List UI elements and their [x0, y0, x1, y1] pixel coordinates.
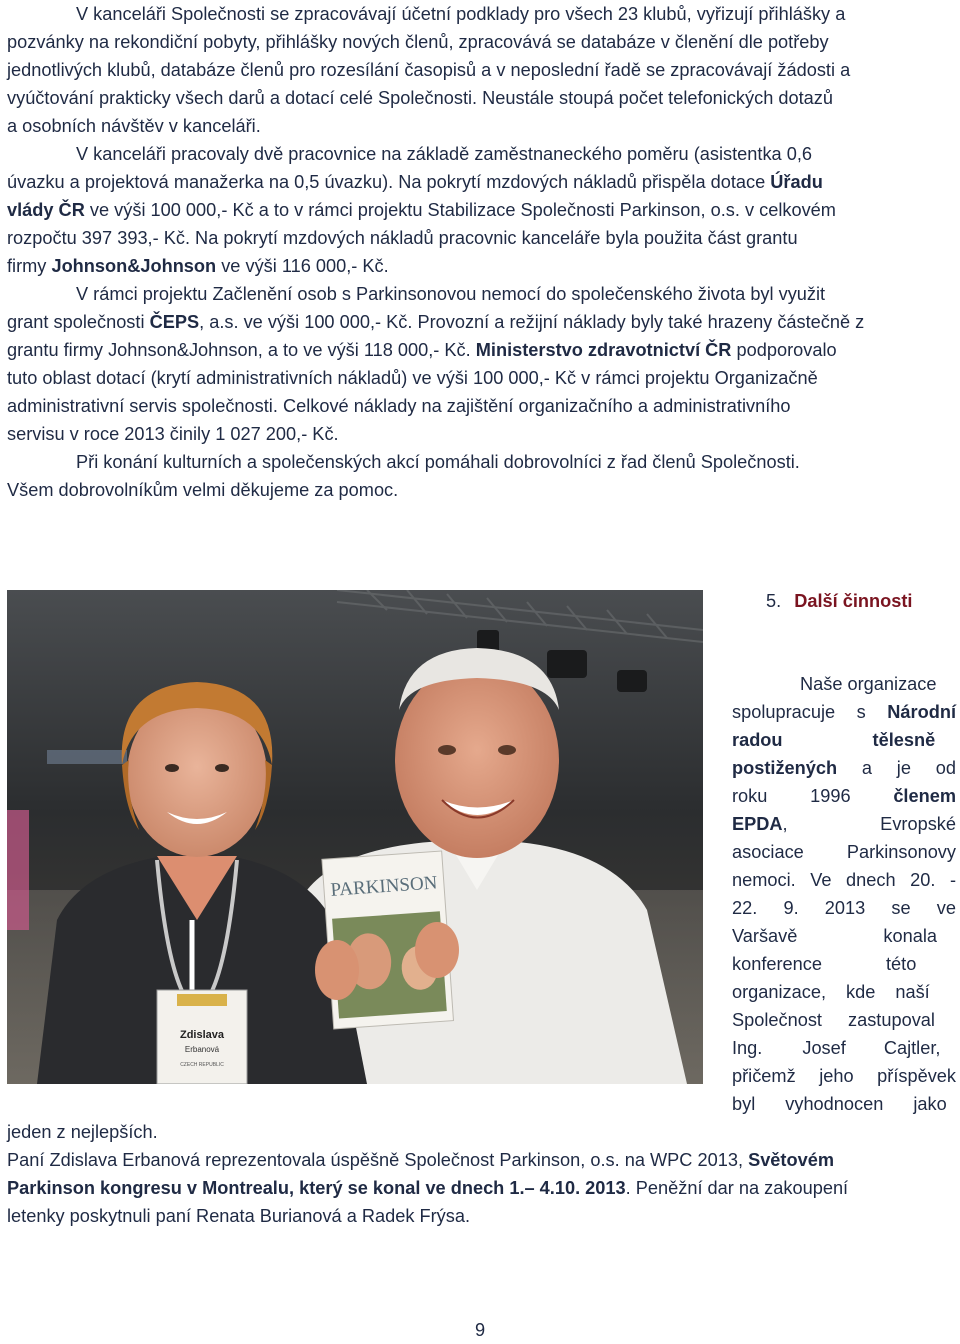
side-column — [732, 670, 956, 1118]
text-run-bold: radou — [732, 730, 783, 750]
text-run: Celkové náklady na zajištění organizačního a administrativního — [277, 396, 791, 416]
text-run: Josef — [802, 1038, 846, 1058]
text-run: podporovalo — [731, 340, 837, 360]
paragraph-line: pozvánky na rekondiční pobyty, přihlášky nových členů, zpracovává se databáze v členění dle potřeby — [7, 32, 829, 52]
text-run: roku 1996 — [732, 786, 894, 806]
paragraph-line — [7, 392, 790, 420]
column-line — [732, 978, 956, 1006]
column-line — [732, 922, 956, 950]
column-line: 22. 9. 2013 se ve — [732, 898, 956, 918]
page-number: 9 — [474, 1320, 486, 1340]
paragraph-line — [7, 168, 823, 196]
text-run: grant společnosti — [7, 312, 150, 332]
text-run: této — [886, 954, 917, 974]
text-run-bold: ČEPS — [149, 312, 200, 332]
text-run: Cajtler, — [883, 1038, 941, 1058]
text-run: organizace, — [732, 982, 827, 1002]
text-run: úvazku a projektová manažerka na 0,5 úvazku). — [7, 172, 394, 192]
text-run: Společnost — [732, 1010, 822, 1030]
paragraph-line: jednotlivých klubů, databáze členů pro rozesílání časopisů a v neposlední řadě se zpracovávají žádosti a — [7, 60, 851, 80]
paragraph-line — [7, 196, 836, 224]
column-line: Naše organizace — [800, 674, 937, 694]
column-line: asociace Parkinsonovy — [732, 842, 956, 862]
text-run: Na pokrytí mzdových nákladů přispěla dotace — [393, 172, 771, 192]
column-line: přičemž jeho příspěvek — [732, 1066, 956, 1086]
section-title: Další činnosti — [794, 591, 913, 611]
paragraph-line — [7, 1146, 834, 1174]
text-run-bold: členem — [893, 786, 956, 806]
text-run-bold: Johnson&Johnson — [51, 256, 217, 276]
paragraph-line — [7, 252, 389, 280]
text-run: firmy — [7, 256, 52, 276]
text-run: spolupracuje s — [732, 702, 888, 722]
column-line: nemoci. Ve dnech 20. - — [732, 870, 956, 890]
text-run: Na pokrytí mzdových nákladů pracovnic kanceláře byla použita část grantu — [190, 228, 798, 248]
text-run: ve výši 116 000,- Kč. — [216, 256, 389, 276]
text-run: byl — [732, 1094, 756, 1114]
column-line — [732, 782, 956, 810]
paragraph-line: tuto oblast dotací (krytí administrativních nákladů) ve výši 100 000,- Kč v rámci projektu Organizačně — [7, 368, 818, 388]
text-run: Neustále stoupá počet telefonických dotazů — [477, 88, 833, 108]
text-run-bold: postižených — [732, 758, 838, 778]
paragraph-line — [7, 336, 837, 364]
column-line — [732, 1090, 956, 1118]
paragraph-line: Při konání kulturních a společenských akcí pomáhali dobrovolníci z řad členů Společnosti. — [76, 452, 800, 472]
text-run-bold: tělesně — [872, 730, 936, 750]
text-run-bold: Parkinson kongresu v Montrealu, který se konal ve dnech 1.– 4.10. 2013 — [7, 1178, 626, 1198]
column-line — [732, 754, 956, 782]
paragraph-line: V kanceláři pracovaly dvě pracovnice na základě zaměstnaneckého poměru (asistentka 0,6 — [76, 144, 812, 164]
text-run: Paní Zdislava Erbanová reprezentovala úspěšně Společnost Parkinson, o.s. na WPC 2013, — [7, 1150, 749, 1170]
paragraph-line: V kanceláři Společnosti se zpracovávají účetní podklady pro všech 23 klubů, vyřizují přihlášky a — [76, 4, 846, 24]
column-line — [732, 810, 956, 838]
text-run: , a.s. ve výši 100 000,- Kč. — [199, 312, 413, 332]
paragraph-line — [7, 224, 798, 252]
paragraph-line: a osobních návštěv v kanceláři. — [7, 116, 261, 136]
text-run: vyhodnocen — [785, 1094, 884, 1114]
text-run: vyúčtování prakticky všech darů a dotací celé Společnosti. — [7, 88, 478, 108]
text-run-bold: Národní — [887, 702, 956, 722]
text-run: ve výši 100 000,- Kč a to v rámci projektu Stabilizace Společnosti Parkinson, o.s. v celkovém — [84, 200, 836, 220]
paragraph-line: letenky poskytnuli paní Renata Burianová a Radek Frýsa. — [7, 1206, 471, 1226]
section-heading — [766, 587, 912, 615]
column-line — [732, 698, 956, 726]
badge-name: Zdislava — [179, 1029, 225, 1041]
paragraph-line: Všem dobrovolníkům velmi děkujeme za pomoc. — [7, 480, 399, 500]
text-run: , Evropské — [782, 814, 956, 834]
text-run: administrativní servis společnosti. — [7, 396, 278, 416]
text-run: konala — [883, 926, 937, 946]
text-run: kde — [846, 982, 876, 1002]
column-line — [732, 1034, 956, 1062]
text-run-bold: vlády ČR — [7, 200, 85, 220]
paragraph-line — [7, 1174, 848, 1202]
column-line — [732, 1006, 956, 1034]
column-line — [732, 950, 956, 978]
paragraph-line — [7, 84, 833, 112]
photo-illustration — [7, 590, 703, 1084]
paragraph-line: V rámci projektu Začlenění osob s Parkinsonovou nemocí do společenského života byl využit — [76, 284, 826, 304]
text-run: a je od — [837, 758, 956, 778]
text-run: jako — [913, 1094, 947, 1114]
text-run-bold: Ministerstvo zdravotnictví ČR — [470, 340, 732, 360]
badge-country: CZECH REPUBLIC — [180, 1062, 224, 1068]
booklet-title: PARKINSON — [329, 872, 439, 901]
text-run: Varšavě — [732, 926, 798, 946]
text-run: Provozní a režijní náklady byly také hrazeny částečně z — [412, 312, 865, 332]
text-run: rozpočtu 397 393,- Kč. — [7, 228, 190, 248]
paragraph-line: servisu v roce 2013 činily 1 027 200,- Kč. — [7, 424, 339, 444]
section-number: 5. — [766, 591, 782, 611]
photo — [7, 590, 703, 1084]
text-run: . Peněžní dar na zakoupení — [625, 1178, 849, 1198]
text-run: Ing. — [732, 1038, 763, 1058]
text-run: grantu firmy Johnson&Johnson, a to ve výši 118 000,- Kč. — [7, 340, 471, 360]
text-run: naší — [895, 982, 930, 1002]
paragraph-line: jeden z nejlepších. — [7, 1122, 158, 1142]
badge-surname: Erbanová — [184, 1045, 220, 1054]
text-run-bold: EPDA — [732, 814, 783, 834]
text-run: zastupoval — [848, 1010, 935, 1030]
column-line — [732, 726, 956, 754]
text-run-bold: Úřadu — [770, 172, 823, 192]
paragraph-line — [7, 308, 864, 336]
text-run-bold: Světovém — [748, 1150, 834, 1170]
text-run: konference — [732, 954, 822, 974]
